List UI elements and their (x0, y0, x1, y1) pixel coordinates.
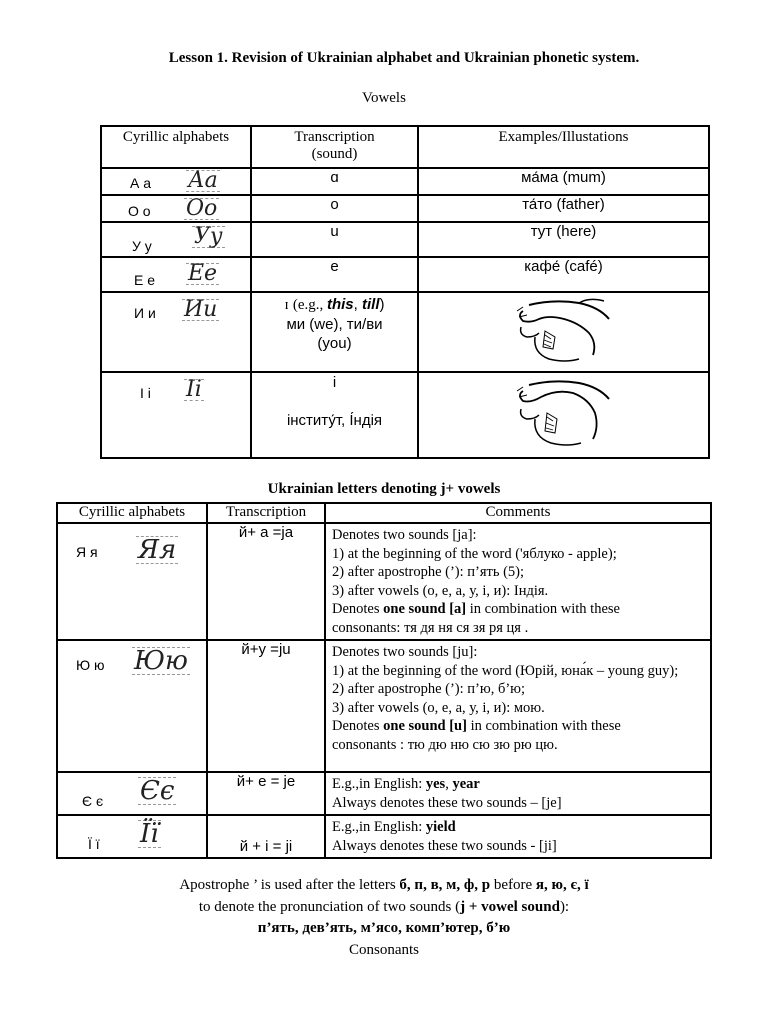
transcription: й + і = ji (239, 838, 293, 855)
letter-cell (101, 195, 251, 222)
header-transcription (251, 126, 418, 168)
comment-line (332, 717, 706, 736)
letter-cell (57, 523, 207, 640)
example-cell (418, 168, 709, 195)
transcription: i (332, 374, 337, 391)
comment-cell (325, 772, 711, 815)
cursive-letter: Її (140, 819, 159, 849)
cursive-letter: Уу (194, 224, 223, 249)
header-cyrillic: Cyrillic alphabets (57, 503, 207, 523)
comment-bold: yield (425, 819, 456, 835)
letter-cell (101, 222, 251, 257)
cursive-letter: Оо (186, 196, 218, 221)
illustration-cell (418, 292, 709, 372)
table-row (57, 640, 711, 772)
header-comments: Comments (325, 503, 711, 523)
example: ма́ма (mum) (521, 169, 606, 186)
table-header-row (101, 126, 709, 168)
footer-text: before (490, 877, 536, 893)
print-letter: І і (140, 385, 151, 401)
comment-text: E.g.,in English: (332, 776, 426, 792)
transcription: u (330, 223, 339, 240)
header-cyrillic: Cyrillic alphabets (101, 126, 251, 168)
table-row (101, 168, 709, 195)
table-row (57, 523, 711, 640)
letter-cell (101, 257, 251, 292)
english-word-till: till (362, 296, 380, 313)
transcription-cell (251, 195, 418, 222)
cursive-letter: Яя (138, 535, 177, 565)
comment-text: Denotes (332, 601, 384, 617)
comment-line: 3) after vowels (о, е, а, у, і, и): мою. (332, 699, 545, 716)
transcription-cell (251, 372, 418, 458)
mouth-side-view-icon (509, 377, 619, 453)
transcription: й+ е = je (236, 773, 296, 790)
table-row (101, 372, 709, 458)
comment-cell (325, 640, 711, 772)
example-cell (418, 222, 709, 257)
example-end: ) (379, 296, 385, 313)
transcription: e (330, 258, 339, 275)
example: та́то (father) (522, 196, 605, 213)
transcription-line3: (you) (317, 335, 352, 352)
comment-line (332, 818, 706, 837)
english-word-this: this (326, 296, 354, 313)
print-letter: Я я (76, 544, 98, 560)
table-row (101, 292, 709, 372)
comment-bold: one sound [a] (383, 601, 467, 617)
print-letter: Ю ю (76, 657, 105, 673)
cursive-letter: Іі (186, 377, 202, 402)
comment-line (332, 600, 706, 619)
header-transcription-l1: Transcription (294, 129, 375, 145)
cursive-letter: Єє (140, 776, 175, 806)
letter-cell (101, 372, 251, 458)
comment-bold: year (452, 776, 480, 792)
comment-text: in combination with these (466, 718, 621, 734)
letter-cell (57, 772, 207, 815)
print-letter: Ї ї (88, 836, 100, 852)
j-vowels-table (56, 502, 712, 859)
illustration-cell (418, 372, 709, 458)
cursive-letter: Юю (134, 646, 188, 676)
comment-line: 1) at the beginning of the word ('яблуко - apple); (332, 545, 617, 562)
transcription-cell (207, 523, 325, 640)
comment-line: Denotes two sounds [ja]: (332, 527, 477, 543)
apostrophe-rule-line1 (0, 877, 768, 894)
footer-text: ): (559, 899, 570, 915)
section-heading-consonants: Consonants (348, 942, 419, 958)
comment-text: in combination with these (466, 601, 620, 617)
comment-cell (325, 815, 711, 858)
comment-line: 2) after apostrophe (’): п’ять (5); (332, 564, 525, 580)
footer-bold: j + vowel sound (460, 899, 560, 915)
apostrophe-examples: п’ять, дев’ять, м’ясо, комп’ютер, б’ю (257, 920, 511, 936)
example: тут (here) (530, 223, 597, 240)
comment-text: Denotes (332, 718, 384, 734)
comment-line: 2) after apostrophe (’): п’ю, б’ю; (332, 681, 526, 697)
footer-bold: я, ю, є, ї (535, 877, 589, 893)
comment-line: Always denotes these two sounds - [ji] (332, 837, 557, 854)
comment-text: , (445, 776, 453, 792)
comment-bold: one sound [u] (383, 718, 467, 734)
page-title: Lesson 1. Revision of Ukrainian alphabet and Ukrainian phonetic system. (168, 50, 640, 66)
letter-cell (101, 168, 251, 195)
transcription-cell (207, 772, 325, 815)
footer-text: Apostrophe ’ is used after the letters (179, 877, 400, 893)
comment-line (332, 775, 706, 794)
example-cell (418, 195, 709, 222)
transcription-cell (251, 168, 418, 195)
print-letter: Є є (82, 793, 104, 809)
comment-bold: yes (425, 776, 446, 792)
comment-cell (325, 523, 711, 640)
comment-line: Always denotes these two sounds – [je] (332, 794, 562, 811)
transcription: o (330, 196, 339, 213)
apostrophe-rule-line2 (0, 899, 768, 916)
print-letter: И и (134, 305, 156, 321)
table-row (101, 257, 709, 292)
table-row (57, 815, 711, 858)
ipa-symbol: ɪ (284, 297, 289, 313)
comment-text: E.g.,in English: (332, 819, 426, 835)
transcription-cell (207, 815, 325, 858)
transcription-line2: ми (we), ти/ви (286, 316, 383, 333)
header-transcription: Transcription (207, 503, 325, 523)
transcription-example: інститу́т, І́ндія (286, 412, 383, 429)
print-letter: У у (132, 238, 152, 254)
letter-cell (57, 815, 207, 858)
cursive-letter: Ии (184, 297, 218, 322)
comment-line: consonants : тю дю ню сю зю рю цю. (332, 736, 558, 753)
letter-cell (57, 640, 207, 772)
mouth-side-view-icon (509, 297, 619, 367)
comment-line: 3) after vowels (о, е, а, у, і, и): Індія. (332, 582, 549, 599)
section-heading-vowels: Vowels (362, 90, 406, 106)
table-row (101, 195, 709, 222)
transcription-cell (207, 640, 325, 772)
transcription-cell (251, 222, 418, 257)
example-sep: , (353, 296, 362, 313)
section-heading-j-vowels: Ukrainian letters denoting j+ vowels (267, 481, 501, 497)
footer-bold: б, п, в, м, ф, р (399, 877, 491, 893)
transcription: й+ а =ja (238, 524, 294, 541)
footer-text: to denote the pronunciation of two sounds ( (198, 899, 461, 915)
example: кафе́ (café) (524, 258, 603, 275)
vowels-table (100, 125, 710, 459)
comment-line: consonants: тя дя ня ся зя ря ця . (332, 619, 529, 636)
letter-cell (101, 292, 251, 372)
comment-line: 1) at the beginning of the word (Юрій, юна́к – young guy); (332, 662, 679, 679)
print-letter: О о (128, 203, 151, 219)
example-cell (418, 257, 709, 292)
header-transcription-l2: (sound) (311, 146, 358, 162)
print-letter: Е е (134, 272, 156, 288)
print-letter: А а (130, 175, 152, 191)
transcription: й+у =ju (241, 641, 291, 658)
transcription-cell (251, 257, 418, 292)
table-row (101, 222, 709, 257)
example-eg: (e.g., (292, 297, 327, 313)
cursive-letter: Ее (188, 261, 218, 286)
table-header-row (57, 503, 711, 523)
transcription: ɑ (330, 169, 339, 186)
header-examples: Examples/Illustations (418, 126, 709, 168)
transcription-cell (251, 292, 418, 372)
comment-line: Denotes two sounds [ju]: (332, 644, 478, 660)
cursive-letter: Аа (188, 168, 218, 193)
table-row (57, 772, 711, 815)
